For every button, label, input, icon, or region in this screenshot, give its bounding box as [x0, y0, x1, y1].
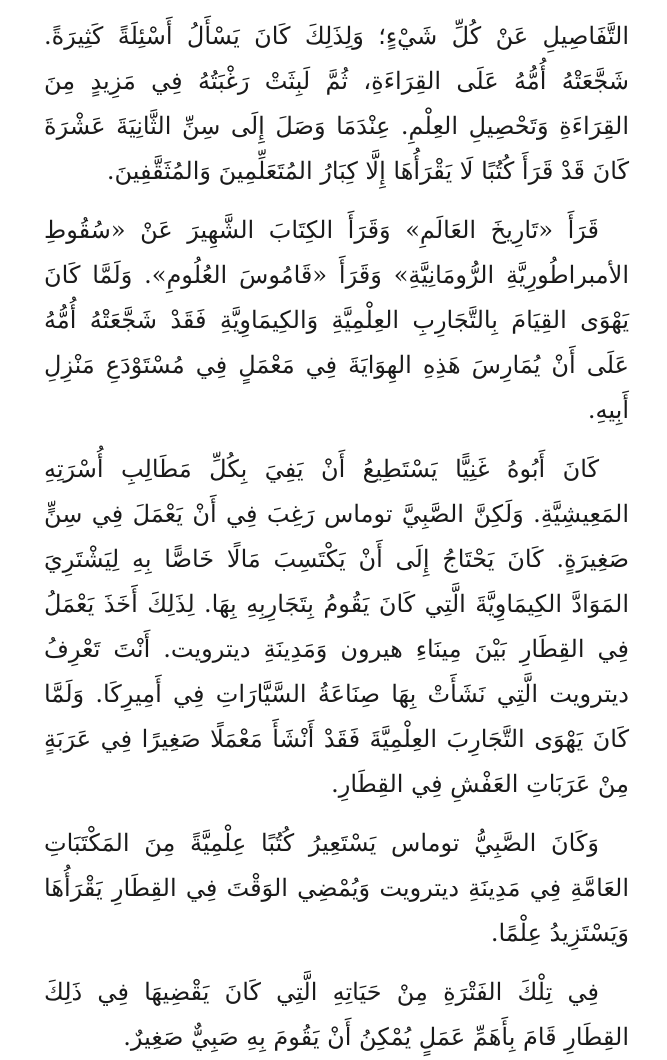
paragraph-5: فِي تِلْكَ الفَتْرَةِ مِنْ حَيَاتِهِ الَّتِي كَانَ يَقْضِيهَا فِي ذَلِكَ القِطَارِ قَامَ بِأَهَمِّ عَمَلٍ يُمْكِنُ أَنْ يَقُومَ بِهِ صَبِيٌّ صَغِيرٌ.: [44, 978, 629, 1051]
paragraph-4: وَكَانَ الصَّبِيُّ توماس يَسْتَعِيرُ كُتُبًا عِلْمِيَّةً مِنَ المَكْتَبَاتِ العَامَّةِ فِي مَدِينَةِ ديترويت وَيُمْضِي الوَقْتَ فِي القِطَارِ يَقْرَأُهَا وَيَسْتَزِيدُ عِلْمًا.: [44, 829, 629, 947]
book-page: [44, 14, 629, 1051]
paragraph-3: كَانَ أَبُوهُ غَنِيًّا يَسْتَطِيعُ أَنْ يَفِيَ بِكُلِّ مَطَالِبِ أُسْرَتِهِ المَعِيشِيَّةِ. وَلَكِنَّ الصَّبِيَّ توماس رَغِبَ فِي أَنْ يَعْمَلَ فِي سِنٍّ صَغِيرَةٍ. كَانَ يَحْتَاجُ إِلَى أَنْ يَكْتَسِبَ مَالًا خَاصًّا بِهِ لِيَشْتَرِيَ المَوَادَّ الكِيمَاوِيَّةَ الَّتِي كَانَ يَقُومُ بِتَجَارِبِهِ بِهَا. لِذَلِكَ أَخَذَ يَعْمَلُ فِي القِطَارِ بَيْنَ مِينَاءِ هيرون وَمَدِينَةِ ديترويت. أَنْتَ تَعْرِفُ ديترويت الَّتِي نَشَأَتْ بِهَا صِنَاعَةُ السَّيَّارَاتِ فِي أَمِيرِكَا. وَلَمَّا كَانَ يَهْوَى التَّجَارِبَ العِلْمِيَّةَ فَقَدْ أَنْشَأَ مَعْمَلًا صَغِيرًا فِي عَرَبَةٍ مِنْ عَرَبَاتِ العَفْشِ فِي القِطَارِ.: [44, 455, 629, 798]
paragraph-2: قَرَأَ «تَارِيخَ العَالَمِ» وَقَرَأَ الكِتَابَ الشَّهِيرَ عَنْ «سُقُوطِ الأمبراطُورِيَّةِ الرُّومَانِيَّةِ» وَقَرَأَ «قَامُوسَ العُلُومِ». وَلَمَّا كَانَ يَهْوَى القِيَامَ بِالتَّجَارِبِ العِلْمِيَّةِ وَالكِيمَاوِيَّةِ فَقَدْ شَجَّعَتْهُ أُمُّهُ عَلَى أَنْ يُمَارِسَ هَذِهِ الهِوَايَةَ فِي مَعْمَلٍ فِي مُسْتَوْدَعِ مَنْزِلِ أَبِيهِ.: [44, 216, 629, 424]
paragraph-1: التَّفَاصِيلِ عَنْ كُلِّ شَيْءٍ؛ وَلِذَلِكَ كَانَ يَسْأَلُ أَسْئِلَةً كَثِيرَةً. شَجَّعَتْهُ أُمُّهُ عَلَى القِرَاءَةِ، ثُمَّ لَبِثَتْ رَغْبَتُهُ فِي مَزِيدٍ مِنَ القِرَاءَةِ وَتَحْصِيلِ العِلْمِ. عِنْدَمَا وَصَلَ إِلَى سِنِّ الثَّانِيَةَ عَشْرَةَ كَانَ قَدْ قَرَأَ كُتُبًا لَا يَقْرَأُهَا إِلَّا كِبَارُ المُتَعَلِّمِينَ وَالمُثَقَّفِينَ.: [44, 22, 629, 185]
